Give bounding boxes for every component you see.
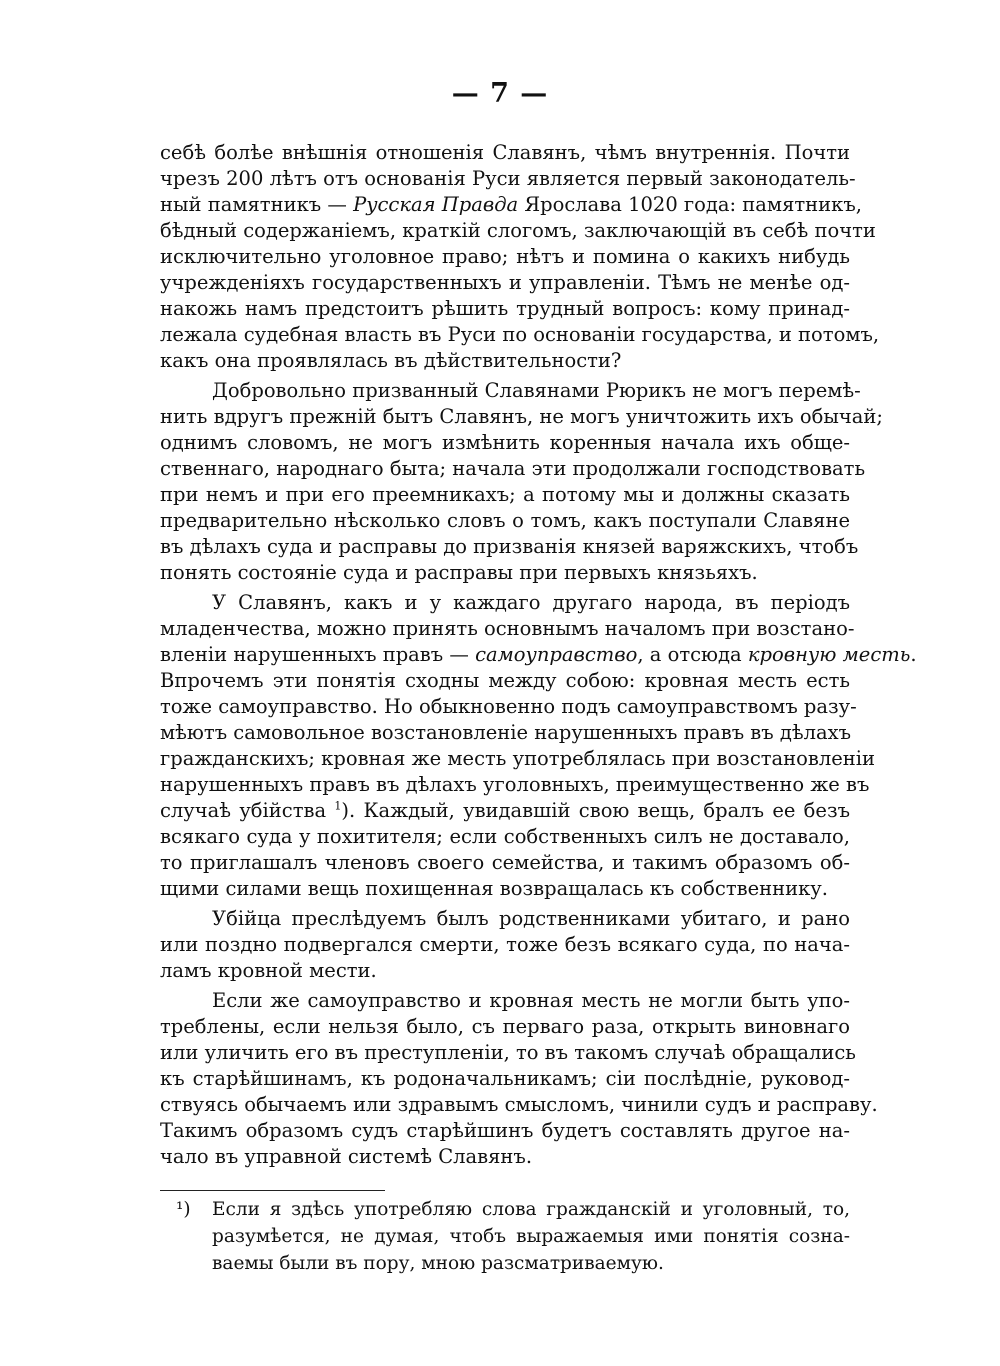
- text-segment: Если же самоуправство и кровная месть не могли быть упо-: [212, 989, 850, 1012]
- text-segment: бѣдный содержаніемъ, краткій слогомъ, заключающій въ себѣ почти: [160, 219, 876, 242]
- text-line: [160, 746, 876, 772]
- text-line: [160, 1144, 850, 1170]
- footnote-rule: [160, 1190, 385, 1191]
- text-line: [160, 850, 850, 876]
- text-line: [160, 798, 850, 824]
- footnote-line: Если я здѣсь употребляю слова гражданскій и уголовный, то,: [212, 1199, 850, 1220]
- text-segment: ламъ кровной мести.: [160, 959, 377, 982]
- text-segment: или поздно подвергался смерти, тоже безъ всякаго суда, по нача-: [160, 933, 850, 956]
- text-line: [160, 508, 850, 534]
- text-segment: случаѣ убійства: [160, 799, 335, 822]
- text-segment: щими силами вещь похищенная возвращалась къ собственнику.: [160, 877, 828, 900]
- text-segment: нить вдругъ прежній бытъ Славянъ, не могъ уничтожить ихъ обычай;: [160, 405, 883, 428]
- text-segment: Впрочемъ эти понятія сходны между собою: кровная месть есть: [160, 669, 850, 692]
- text-segment: Добровольно призванный Славянами Рюрикъ не могъ перемѣ-: [212, 379, 861, 402]
- text-line: [160, 140, 850, 166]
- text-segment: ствуясь обычаемъ или здравымъ смысломъ, чинили судъ и расправу.: [160, 1093, 878, 1116]
- text-segment: ). Каждый, увидавшій свою вещь, бралъ ее безъ: [341, 799, 851, 822]
- text-segment: Ярослава 1020 года: памятникъ,: [518, 193, 862, 216]
- text-line: [160, 1014, 850, 1040]
- text-segment: ственнаго, народнаго быта; начала эти продолжали господствовать: [160, 457, 866, 480]
- text-line: [160, 958, 850, 984]
- text-segment: ный памятникъ —: [160, 193, 354, 216]
- text-segment: Убійца преслѣдуемъ былъ родственниками убитаго, и рано: [212, 907, 850, 930]
- text-line: [160, 296, 850, 322]
- footnote-reference: 1: [334, 799, 342, 813]
- text-segment: чрезъ 200 лѣтъ отъ основанія Руси является первый законодатель-: [160, 167, 856, 190]
- text-line: [160, 348, 850, 374]
- text-segment: предварительно нѣсколько словъ о томъ, какъ поступали Славяне: [160, 509, 850, 532]
- text-line: [160, 534, 859, 560]
- text-line: [160, 694, 857, 720]
- text-segment: мѣютъ самовольное возстановленіе нарушенныхъ правъ въ дѣлахъ: [160, 721, 852, 744]
- text-line: [160, 322, 880, 348]
- text-line: [160, 166, 856, 192]
- text-segment: при немъ и при его преемникахъ; а потому мы и должны сказать: [160, 483, 850, 506]
- italic-term: кровную месть: [747, 643, 911, 666]
- text-line: [160, 772, 870, 798]
- text-line: [160, 218, 876, 244]
- text-line: [160, 590, 850, 616]
- text-line: [160, 642, 917, 668]
- text-line: [160, 560, 850, 586]
- text-segment: Такимъ образомъ судъ старѣйшинъ будетъ составлять другое на-: [160, 1119, 850, 1142]
- text-line: [160, 404, 883, 430]
- text-segment: лежала судебная власть въ Руси по основаніи государства, и потомъ,: [160, 323, 880, 346]
- paragraph: [160, 140, 880, 374]
- text-segment: исключительно уголовное право; нѣтъ и помина о какихъ нибудь: [160, 245, 850, 268]
- text-line: [160, 270, 850, 296]
- text-segment: понять состояніе суда и расправы при первыхъ князьяхъ.: [160, 561, 758, 584]
- text-segment: къ старѣйшинамъ, къ родоначальникамъ; сіи послѣдніе, руковод-: [160, 1067, 850, 1090]
- page-number: — 7 —: [451, 78, 549, 109]
- text-segment: , а отсюда: [637, 643, 748, 666]
- text-line: [160, 876, 850, 902]
- text-line: [160, 668, 850, 694]
- text-segment: У Славянъ, какъ и у каждаго другаго народа, въ періодъ: [212, 591, 850, 614]
- text-segment: какъ она проявлялась въ дѣйствительности?: [160, 349, 622, 372]
- text-line: [160, 1040, 856, 1066]
- text-line: [160, 378, 861, 404]
- text-line: [160, 1066, 850, 1092]
- footnote-line: разумѣется, не думая, чтобъ выражаемыя ими понятія созна-: [212, 1226, 850, 1247]
- footnote-marker: ¹): [176, 1199, 191, 1220]
- text-line: [160, 430, 850, 456]
- text-line: [160, 906, 850, 932]
- text-segment: учрежденіяхъ государственныхъ и управленіи. Тѣмъ не менѣе од-: [160, 271, 850, 294]
- paragraph: [160, 378, 883, 586]
- text-segment: однимъ словомъ, не могъ измѣнить коренныя начала ихъ обще-: [160, 431, 850, 454]
- text-segment: всякаго суда у похитителя; если собственныхъ силъ не доставало,: [160, 825, 850, 848]
- text-segment: нарушенныхъ правъ въ дѣлахъ уголовныхъ, преимущественно же въ: [160, 773, 870, 796]
- paragraph: [160, 906, 850, 984]
- text-line: [160, 932, 850, 958]
- text-line: [160, 1092, 878, 1118]
- text-segment: тоже самоуправство. Но обыкновенно подъ самоуправствомъ разу-: [160, 695, 857, 718]
- text-segment: .: [910, 643, 917, 666]
- text-segment: чало въ управной системѣ Славянъ.: [160, 1145, 533, 1168]
- italic-term: Русская Правда: [353, 193, 519, 216]
- text-segment: младенчества, можно принять основнымъ началомъ при возстано-: [160, 617, 855, 640]
- text-line: [160, 192, 862, 218]
- footnote-line: ваемы были въ пору, мною разсматриваемую.: [212, 1253, 664, 1274]
- text-line: [160, 824, 850, 850]
- main-text: [160, 140, 917, 1170]
- paragraph: [160, 988, 878, 1170]
- paragraph: [160, 590, 917, 902]
- text-segment: треблены, если нельзя было, съ перваго раза, открыть виновнаго: [160, 1015, 850, 1038]
- text-line: [160, 456, 866, 482]
- italic-term: самоуправство: [475, 643, 638, 666]
- text-line: [160, 244, 850, 270]
- footnote: [160, 1196, 850, 1277]
- text-segment: вленіи нарушенныхъ правъ —: [160, 643, 476, 666]
- text-line: [160, 988, 850, 1014]
- text-segment: или уличить его въ преступленіи, то въ такомъ случаѣ обращались: [160, 1041, 856, 1064]
- text-line: [160, 616, 855, 642]
- text-segment: то приглашалъ членовъ своего семейства, и такимъ образомъ об-: [160, 851, 850, 874]
- text-segment: гражданскихъ; кровная же месть употреблялась при возстановленіи: [160, 747, 876, 770]
- text-segment: себѣ болѣе внѣшнія отношенія Славянъ, чѣмъ внутреннія. Почти: [160, 141, 850, 164]
- text-segment: въ дѣлахъ суда и расправы до призванія князей варяжскихъ, чтобъ: [160, 535, 859, 558]
- text-segment: накожь намъ предстоитъ рѣшить трудный вопросъ: кому принад-: [160, 297, 850, 320]
- text-line: [160, 482, 850, 508]
- text-line: [160, 720, 850, 746]
- text-line: [160, 1118, 850, 1144]
